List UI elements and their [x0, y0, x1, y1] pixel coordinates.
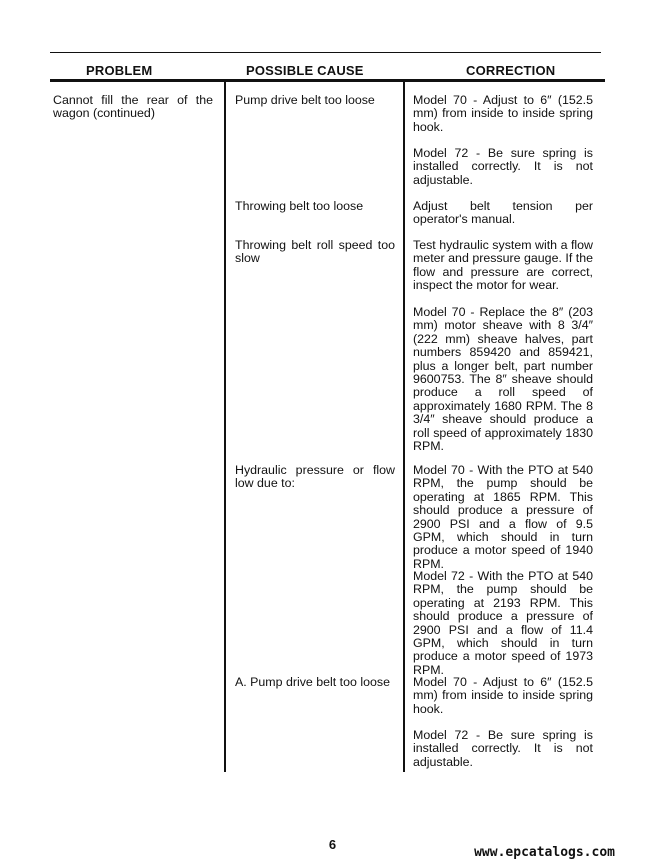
cause-hydraulic-pressure: Hydraulic pressure or flow low due to:	[235, 463, 395, 491]
header-correction: CORRECTION	[466, 63, 556, 78]
header-problem: PROBLEM	[86, 63, 153, 78]
correction-4: Test hydraulic system with a flow meter and pressure gauge. If the flow and pressure are correct, inspect the motor for wear.	[413, 238, 593, 293]
page-number: 6	[328, 837, 337, 852]
header-rule	[50, 79, 605, 82]
correction-7: Model 72 - With the PTO at 540 RPM, the pump should be operating at 2193 RPM. This should produce a pressure of 2900 PSI and a flow of 11.4 GPM, which should in turn produce a motor speed of 1973 RPM.	[413, 569, 593, 677]
problem-text: Cannot fill the rear of the wagon (continued)	[53, 93, 213, 121]
column-divider-left	[224, 82, 226, 772]
correction-2: Model 72 - Be sure spring is installed correctly. It is not adjustable.	[413, 146, 593, 187]
correction-3: Adjust belt tension per operator's manual.	[413, 199, 593, 227]
cause-pump-drive-belt: Pump drive belt too loose	[235, 93, 375, 107]
watermark-url: www.epcatalogs.com	[474, 845, 615, 860]
cause-roll-speed: Throwing belt roll speed too slow	[235, 238, 395, 266]
correction-6: Model 70 - With the PTO at 540 RPM, the pump should be operating at 1865 RPM. This should produce a pressure of 2900 PSI and a flow of 9.5 GPM, which should in turn produce a motor speed of 1940 RPM.	[413, 463, 593, 571]
correction-1: Model 70 - Adjust to 6″ (152.5 mm) from inside to inside spring hook.	[413, 93, 593, 134]
correction-8: Model 70 - Adjust to 6″ (152.5 mm) from inside to inside spring hook.	[413, 675, 593, 716]
column-divider-right	[403, 82, 405, 772]
top-rule	[50, 52, 601, 53]
header-possible-cause: POSSIBLE CAUSE	[246, 63, 364, 78]
cause-a-pump-drive-belt: A. Pump drive belt too loose	[235, 675, 390, 689]
cause-throwing-belt: Throwing belt too loose	[235, 199, 364, 213]
correction-9: Model 72 - Be sure spring is installed correctly. It is not adjustable.	[413, 728, 593, 769]
correction-5: Model 70 - Replace the 8″ (203 mm) motor sheave with 8 3/4″ (222 mm) sheave halves, part numbers 859420 and 859421, plus a longer belt, part number 9600753. The 8″ sheave should produce a roll speed of approximately 1680 RPM. The 8 3/4″ sheave should produce a roll speed of approximately 1830 RPM.	[413, 305, 593, 454]
